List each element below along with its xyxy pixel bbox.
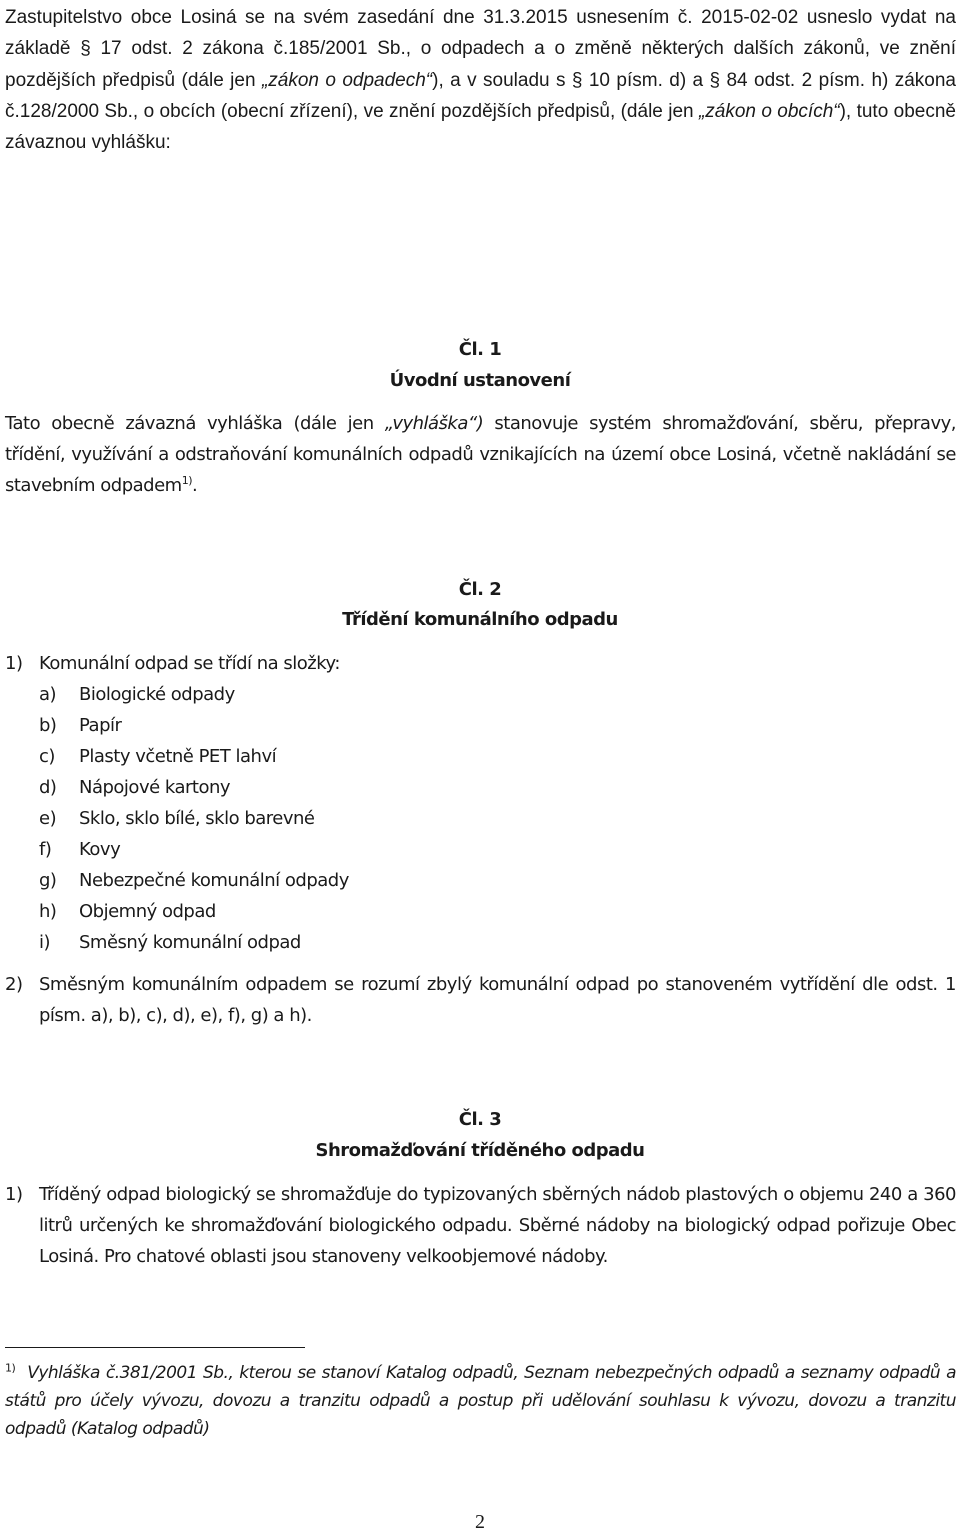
waste-category-text: Kovy — [79, 839, 121, 860]
waste-category-text: Objemný odpad — [79, 901, 216, 922]
article-1-number: Čl. 1 — [458, 339, 502, 360]
article-2-number: Čl. 2 — [458, 579, 502, 600]
waste-category-label: c) — [39, 746, 55, 767]
article-2-item-1 — [5, 648, 956, 958]
article-2-item-2-text: Směsným komunálním odpadem se rozumí zbylý komunální odpad po stanoveném vytřídění dle odst. 1 písm. a), b), c), d), e), f), g) a h). — [39, 974, 956, 1026]
article-1-title: Úvodní ustanovení — [389, 370, 571, 391]
waste-category-label: f) — [39, 839, 52, 860]
waste-category-item — [5, 896, 956, 927]
article-3-number: Čl. 3 — [458, 1109, 502, 1130]
footnote — [5, 1359, 956, 1443]
waste-category-text: Plasty včetně PET lahví — [79, 746, 277, 767]
preamble-text-2: ), a v souladu s § 10 písm. d) a § 84 odst. 2 písm. h) zákona č.128/2000 Sb., o obcích (obecní zřízení), ve znění pozdějších předpisů, (dále jen — [5, 69, 957, 122]
footnote-marker: 1) — [5, 1361, 16, 1375]
waste-category-item — [5, 927, 956, 958]
article-3-item-1 — [5, 1179, 956, 1272]
waste-category-text: Papír — [79, 715, 122, 736]
article-2-item-2-label: 2) — [5, 974, 23, 995]
waste-category-label: i) — [39, 932, 51, 953]
waste-category-text: Směsný komunální odpad — [79, 932, 301, 953]
article-1-text — [5, 408, 956, 501]
waste-category-label: g) — [39, 870, 57, 891]
article-2-title: Třídění komunálního odpadu — [342, 609, 618, 630]
waste-category-text: Nebezpečné komunální odpady — [79, 870, 349, 891]
waste-category-text: Biologické odpady — [79, 684, 235, 705]
preamble-text-3: ), tuto obecně závaznou vyhlášku: — [5, 100, 956, 154]
waste-category-item — [5, 741, 956, 772]
article-1-text-a: Tato obecně závazná vyhláška (dále jen — [5, 413, 385, 434]
waste-category-label: a) — [39, 684, 57, 705]
footnote-ref: 1) — [181, 474, 193, 487]
waste-category-item — [5, 865, 956, 896]
article-2-item-1-label: 1) — [5, 653, 23, 674]
page-number: 2 — [475, 1511, 485, 1533]
waste-category-text: Nápojové kartony — [79, 777, 231, 798]
waste-category-label: b) — [39, 715, 57, 736]
preamble-text-1: Zastupitelstvo obce Losiná se na svém zasedání dne 31.3.2015 usnesením č. 2015-02-02 usneslo vydat na základě § 17 odst. 2 zákona č.185/2001 Sb., o odpadech a o změně některých dalších zákonů, ve znění pozdějších předpisů (dále jen — [5, 7, 956, 91]
preamble-italic-1: „zákon o odpadech“ — [261, 69, 433, 91]
article-1-text-end: . — [192, 475, 198, 496]
waste-category-item — [5, 710, 956, 741]
waste-category-item — [5, 834, 956, 865]
waste-category-item — [5, 772, 956, 803]
waste-category-label: e) — [39, 808, 57, 829]
article-2-item-1-text: Komunální odpad se třídí na složky: — [39, 653, 340, 674]
waste-category-item — [5, 803, 956, 834]
footnote-text: Vyhláška č.381/2001 Sb., kterou se stanoví Katalog odpadů, Seznam nebezpečných odpadů a seznamy odpadů a států pro účely vývozu, dovozu a tranzitu odpadů a postup při udělování souhlasu k vývozu, dovozu a tranzitu odpadů (Katalog odpadů) — [5, 1363, 957, 1439]
waste-category-text: Sklo, sklo bílé, sklo barevné — [79, 808, 315, 829]
footnote-divider — [5, 1347, 305, 1348]
article-1-text-italic: „vyhláška“) — [384, 413, 484, 434]
waste-category-item — [5, 679, 956, 710]
preamble-italic-2: „zákon o obcích“ — [698, 100, 840, 122]
article-3-item-1-label: 1) — [5, 1184, 23, 1205]
preamble — [5, 2, 956, 158]
article-2-item-2 — [5, 969, 956, 1031]
waste-categories-list — [5, 679, 956, 958]
waste-category-label: h) — [39, 901, 57, 922]
waste-category-label: d) — [39, 777, 57, 798]
article-3-title: Shromažďování tříděného odpadu — [315, 1140, 645, 1161]
article-1-text-b: stanovuje systém shromažďování, sběru, přepravy, třídění, využívání a odstraňování komunálních odpadů vznikajících na území obce Losiná, včetně nakládání se stavebním odpadem — [5, 413, 956, 496]
article-3-item-1-text: Tříděný odpad biologický se shromažďuje do typizovaných sběrných nádob plastových o objemu 240 a 360 litrů určených ke shromažďování biologického odpadu. Sběrné nádoby na biologický odpad pořizuje Obec Losiná. Pro chatové oblasti jsou stanoveny velkoobjemové nádoby. — [39, 1184, 956, 1267]
